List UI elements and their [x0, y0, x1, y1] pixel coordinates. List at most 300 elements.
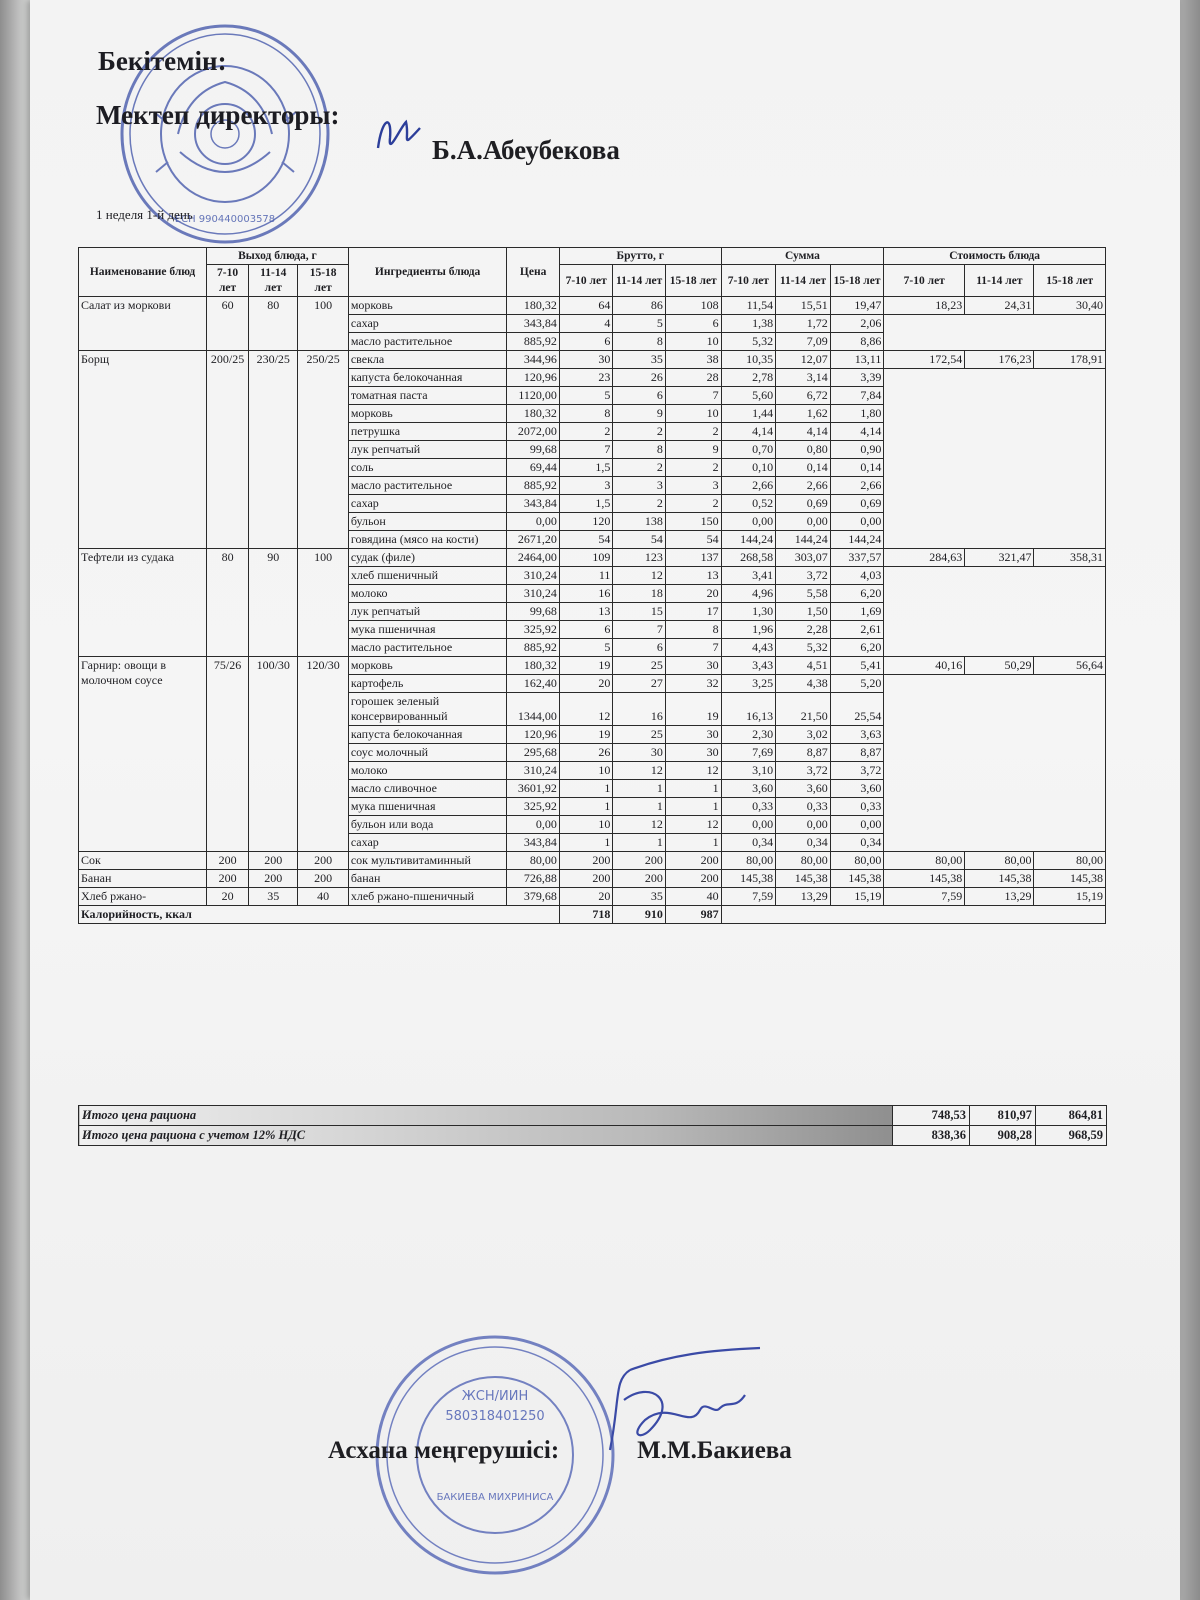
dish-cost-blank — [884, 567, 1106, 657]
cell-sum-7-10: 144,24 — [721, 531, 776, 549]
cell-sum-11-14: 3,60 — [776, 780, 831, 798]
cell-brutto-11-14: 54 — [613, 531, 666, 549]
yield-age-15-18: 15-18 лет — [298, 265, 348, 297]
cell-sum-11-14: 3,72 — [776, 762, 831, 780]
cell-brutto-11-14: 9 — [613, 405, 666, 423]
cell-sum-11-14: 4,38 — [776, 675, 831, 693]
stamp-iin-number: 580318401250 — [445, 1409, 545, 1424]
dish-name: Салат из моркови — [79, 297, 207, 351]
dish-yield: 200 — [249, 852, 298, 870]
cell-sum-7-10: 3,41 — [721, 567, 776, 585]
sum-age-11-14: 11-14 лет — [776, 265, 831, 297]
cell-sum-15-18: 8,87 — [830, 744, 884, 762]
total-value-15-18: 864,81 — [1036, 1106, 1107, 1126]
calories-blank — [721, 906, 1105, 924]
cell-brutto-15-18: 32 — [665, 675, 721, 693]
cell-brutto-15-18: 137 — [665, 549, 721, 567]
col-yield: Выход блюда, г — [207, 248, 349, 265]
cell-brutto-11-14: 26 — [613, 369, 666, 387]
cell-brutto-15-18: 40 — [665, 888, 721, 906]
cell-brutto-15-18: 200 — [665, 870, 721, 888]
dish-name: Банан — [79, 870, 207, 888]
cell-sum-15-18: 7,84 — [830, 387, 884, 405]
cell-sum-11-14: 5,32 — [776, 639, 831, 657]
cell-ingredient: капуста белокочанная — [348, 726, 507, 744]
brutto-age-11-14: 11-14 лет — [613, 265, 666, 297]
cell-sum-7-10: 5,32 — [721, 333, 776, 351]
cell-sum-11-14: 4,51 — [776, 657, 831, 675]
cell-sum-11-14: 15,51 — [776, 297, 831, 315]
cost-age-15-18: 15-18 лет — [1034, 265, 1106, 297]
total-row — [79, 1106, 1107, 1126]
cell-price: 1120,00 — [507, 387, 560, 405]
cell-brutto-7-10: 13 — [559, 603, 613, 621]
cell-brutto-11-14: 6 — [613, 639, 666, 657]
director-title: Мектеп директоры: — [96, 100, 340, 130]
dish-cost: 172,54 — [884, 351, 965, 369]
cell-sum-7-10: 2,66 — [721, 477, 776, 495]
cell-brutto-7-10: 10 — [559, 816, 613, 834]
cell-brutto-7-10: 23 — [559, 369, 613, 387]
cell-price: 310,24 — [507, 567, 560, 585]
brutto-age-15-18: 15-18 лет — [665, 265, 721, 297]
cell-sum-11-14: 2,66 — [776, 477, 831, 495]
cell-brutto-7-10: 19 — [559, 657, 613, 675]
total-vat-label: Итого цена рациона с учетом 12% НДС — [79, 1126, 893, 1146]
cell-sum-11-14: 80,00 — [776, 852, 831, 870]
calories-row — [79, 906, 1106, 924]
cell-sum-15-18: 2,66 — [830, 477, 884, 495]
cell-brutto-15-18: 150 — [665, 513, 721, 531]
cell-brutto-11-14: 200 — [613, 870, 666, 888]
cell-ingredient: сок мультивитаминный — [348, 852, 507, 870]
cell-brutto-11-14: 1 — [613, 798, 666, 816]
calories-value: 910 — [613, 906, 666, 924]
dish-yield: 200 — [207, 852, 249, 870]
cell-sum-11-14: 3,72 — [776, 567, 831, 585]
cell-sum-11-14: 0,34 — [776, 834, 831, 852]
dish-cost: 40,16 — [884, 657, 965, 675]
cell-brutto-7-10: 20 — [559, 888, 613, 906]
menu-table — [78, 247, 1106, 924]
cell-ingredient: масло растительное — [348, 333, 507, 351]
cell-brutto-15-18: 2 — [665, 495, 721, 513]
dish-cost: 56,64 — [1034, 657, 1106, 675]
cell-sum-15-18: 1,80 — [830, 405, 884, 423]
cell-price: 120,96 — [507, 726, 560, 744]
chef-name: М.М.Бакиева — [637, 1437, 792, 1464]
cell-sum-11-14: 1,72 — [776, 315, 831, 333]
col-price: Цена — [507, 248, 560, 297]
cell-ingredient: бульон — [348, 513, 507, 531]
brutto-age-7-10: 7-10 лет — [559, 265, 613, 297]
cell-sum-15-18: 13,11 — [830, 351, 884, 369]
cell-price: 885,92 — [507, 639, 560, 657]
cell-brutto-15-18: 6 — [665, 315, 721, 333]
cell-ingredient: мука пшеничная — [348, 798, 507, 816]
ingredient-row — [79, 852, 1106, 870]
cell-brutto-7-10: 26 — [559, 744, 613, 762]
cell-sum-11-14: 12,07 — [776, 351, 831, 369]
cell-sum-15-18: 6,20 — [830, 639, 884, 657]
cell-sum-15-18: 3,39 — [830, 369, 884, 387]
cell-sum-15-18: 4,03 — [830, 567, 884, 585]
cell-ingredient: молоко — [348, 585, 507, 603]
dish-name: Гарнир: овощи в молочном соусе — [79, 657, 207, 852]
cell-brutto-15-18: 3 — [665, 477, 721, 495]
cell-brutto-11-14: 6 — [613, 387, 666, 405]
cell-ingredient: банан — [348, 870, 507, 888]
cell-brutto-7-10: 2 — [559, 423, 613, 441]
col-brutto: Брутто, г — [559, 248, 721, 265]
ingredient-row — [79, 549, 1106, 567]
cell-sum-7-10: 145,38 — [721, 870, 776, 888]
dish-cost: 80,00 — [965, 852, 1034, 870]
cell-price: 180,32 — [507, 297, 560, 315]
cell-sum-7-10: 4,43 — [721, 639, 776, 657]
cell-brutto-15-18: 8 — [665, 621, 721, 639]
cell-sum-15-18: 15,19 — [830, 888, 884, 906]
cell-sum-15-18: 0,69 — [830, 495, 884, 513]
dish-yield: 230/25 — [249, 351, 298, 549]
cell-brutto-11-14: 18 — [613, 585, 666, 603]
cell-sum-11-14: 144,24 — [776, 531, 831, 549]
dish-yield: 100 — [298, 297, 348, 351]
cell-brutto-7-10: 1 — [559, 834, 613, 852]
chef-title: Асхана меңгерушісі: — [328, 1437, 560, 1464]
cell-sum-15-18: 145,38 — [830, 870, 884, 888]
dish-cost: 15,19 — [1034, 888, 1106, 906]
dish-cost: 145,38 — [965, 870, 1034, 888]
total-vat-row — [79, 1126, 1107, 1146]
dish-cost: 321,47 — [965, 549, 1034, 567]
dish-yield: 200/25 — [207, 351, 249, 549]
total-vat-value-11-14: 908,28 — [970, 1126, 1036, 1146]
dish-yield: 200 — [249, 870, 298, 888]
cell-sum-7-10: 1,96 — [721, 621, 776, 639]
total-label: Итого цена рациона — [79, 1106, 893, 1126]
cell-brutto-15-18: 30 — [665, 744, 721, 762]
cell-sum-7-10: 3,43 — [721, 657, 776, 675]
cell-sum-7-10: 0,52 — [721, 495, 776, 513]
cell-sum-11-14: 0,00 — [776, 816, 831, 834]
cell-sum-7-10: 0,00 — [721, 816, 776, 834]
cell-price: 344,96 — [507, 351, 560, 369]
cell-brutto-7-10: 6 — [559, 621, 613, 639]
cell-sum-7-10: 7,59 — [721, 888, 776, 906]
dish-yield: 100/30 — [249, 657, 298, 852]
cell-brutto-11-14: 16 — [613, 693, 666, 726]
cell-price: 343,84 — [507, 834, 560, 852]
cell-sum-11-14: 0,69 — [776, 495, 831, 513]
cell-brutto-11-14: 1 — [613, 780, 666, 798]
cell-brutto-11-14: 138 — [613, 513, 666, 531]
cell-brutto-11-14: 1 — [613, 834, 666, 852]
dish-yield: 80 — [249, 297, 298, 351]
cell-price: 69,44 — [507, 459, 560, 477]
cell-sum-7-10: 5,60 — [721, 387, 776, 405]
cell-brutto-7-10: 1,5 — [559, 495, 613, 513]
cell-sum-7-10: 268,58 — [721, 549, 776, 567]
cell-sum-11-14: 7,09 — [776, 333, 831, 351]
cell-ingredient: сахар — [348, 315, 507, 333]
cell-sum-7-10: 3,10 — [721, 762, 776, 780]
cell-ingredient: масло сливочное — [348, 780, 507, 798]
cell-brutto-15-18: 2 — [665, 459, 721, 477]
cell-brutto-7-10: 5 — [559, 639, 613, 657]
cell-brutto-7-10: 12 — [559, 693, 613, 726]
cell-ingredient: капуста белокочанная — [348, 369, 507, 387]
cell-sum-7-10: 3,60 — [721, 780, 776, 798]
cost-age-11-14: 11-14 лет — [965, 265, 1034, 297]
cell-sum-11-14: 0,33 — [776, 798, 831, 816]
cell-price: 99,68 — [507, 603, 560, 621]
cell-sum-11-14: 6,72 — [776, 387, 831, 405]
cell-brutto-7-10: 19 — [559, 726, 613, 744]
cell-brutto-7-10: 3 — [559, 477, 613, 495]
dish-cost: 178,91 — [1034, 351, 1106, 369]
cell-brutto-11-14: 5 — [613, 315, 666, 333]
cell-brutto-11-14: 12 — [613, 762, 666, 780]
cell-ingredient: морковь — [348, 297, 507, 315]
cell-sum-11-14: 0,14 — [776, 459, 831, 477]
cell-brutto-15-18: 38 — [665, 351, 721, 369]
cell-sum-15-18: 4,14 — [830, 423, 884, 441]
stamp-holder-name: БАКИЕВА МИХРИНИСА — [436, 1492, 554, 1503]
yield-age-11-14: 11-14 лет — [249, 265, 298, 297]
cell-sum-11-14: 13,29 — [776, 888, 831, 906]
cell-brutto-15-18: 1 — [665, 834, 721, 852]
dish-cost-blank — [884, 315, 1106, 351]
cell-brutto-7-10: 5 — [559, 387, 613, 405]
cell-brutto-7-10: 120 — [559, 513, 613, 531]
cell-price: 2072,00 — [507, 423, 560, 441]
dish-yield: 200 — [298, 852, 348, 870]
ingredient-row — [79, 297, 1106, 315]
sum-age-15-18: 15-18 лет — [830, 265, 884, 297]
cell-brutto-7-10: 6 — [559, 333, 613, 351]
cell-sum-15-18: 19,47 — [830, 297, 884, 315]
cell-sum-15-18: 0,00 — [830, 513, 884, 531]
total-vat-value-15-18: 968,59 — [1036, 1126, 1107, 1146]
cell-brutto-15-18: 10 — [665, 405, 721, 423]
cell-brutto-7-10: 4 — [559, 315, 613, 333]
dish-name: Тефтели из судака — [79, 549, 207, 657]
cell-price: 0,00 — [507, 513, 560, 531]
cell-brutto-15-18: 10 — [665, 333, 721, 351]
cell-ingredient: лук репчатый — [348, 603, 507, 621]
dish-cost: 7,59 — [884, 888, 965, 906]
cell-price: 310,24 — [507, 585, 560, 603]
cell-brutto-7-10: 16 — [559, 585, 613, 603]
director-name: Б.А.Абеубекова — [432, 135, 620, 165]
cell-brutto-11-14: 12 — [613, 816, 666, 834]
cell-ingredient: морковь — [348, 405, 507, 423]
cell-sum-15-18: 1,69 — [830, 603, 884, 621]
cell-ingredient: томатная паста — [348, 387, 507, 405]
cell-sum-15-18: 337,57 — [830, 549, 884, 567]
cell-sum-11-14: 8,87 — [776, 744, 831, 762]
cell-sum-11-14: 4,14 — [776, 423, 831, 441]
cell-sum-7-10: 4,96 — [721, 585, 776, 603]
col-cost: Стоимость блюда — [884, 248, 1106, 265]
cell-sum-15-18: 2,61 — [830, 621, 884, 639]
dish-cost: 145,38 — [1034, 870, 1106, 888]
cell-brutto-15-18: 200 — [665, 852, 721, 870]
cell-sum-15-18: 8,86 — [830, 333, 884, 351]
calories-label: Калорийность, ккал — [79, 906, 560, 924]
cell-sum-11-14: 145,38 — [776, 870, 831, 888]
cell-brutto-7-10: 200 — [559, 870, 613, 888]
cell-price: 80,00 — [507, 852, 560, 870]
dish-yield: 200 — [298, 870, 348, 888]
cell-brutto-15-18: 7 — [665, 387, 721, 405]
cell-brutto-11-14: 30 — [613, 744, 666, 762]
cell-brutto-15-18: 7 — [665, 639, 721, 657]
approve-label: Бекітемін: — [98, 46, 227, 76]
calories-value: 718 — [559, 906, 613, 924]
cell-brutto-7-10: 1 — [559, 780, 613, 798]
cell-ingredient: говядина (мясо на кости) — [348, 531, 507, 549]
cell-sum-11-14: 0,00 — [776, 513, 831, 531]
cell-brutto-15-18: 20 — [665, 585, 721, 603]
cell-price: 2671,20 — [507, 531, 560, 549]
cell-ingredient: хлеб ржано-пшеничный — [348, 888, 507, 906]
cell-brutto-11-14: 2 — [613, 423, 666, 441]
dish-cost: 145,38 — [884, 870, 965, 888]
cell-brutto-7-10: 64 — [559, 297, 613, 315]
dish-yield: 60 — [207, 297, 249, 351]
cell-brutto-15-18: 19 — [665, 693, 721, 726]
cell-price: 343,84 — [507, 495, 560, 513]
cell-sum-15-18: 2,06 — [830, 315, 884, 333]
cell-ingredient: картофель — [348, 675, 507, 693]
cell-ingredient: масло растительное — [348, 477, 507, 495]
cell-sum-15-18: 25,54 — [830, 693, 884, 726]
cell-sum-15-18: 144,24 — [830, 531, 884, 549]
cell-brutto-15-18: 108 — [665, 297, 721, 315]
col-ingredients: Ингредиенты блюда — [348, 248, 507, 297]
ingredient-row — [79, 888, 1106, 906]
ingredient-row — [79, 351, 1106, 369]
cost-age-7-10: 7-10 лет — [884, 265, 965, 297]
week-day-label: 1 неделя 1-й день — [96, 207, 193, 222]
yield-age-7-10: 7-10 лет — [207, 265, 249, 297]
stamp-iin-label: ЖСН/ИИН — [461, 1389, 529, 1404]
cell-sum-7-10: 11,54 — [721, 297, 776, 315]
cell-price: 3601,92 — [507, 780, 560, 798]
dish-yield: 100 — [298, 549, 348, 657]
cell-price: 162,40 — [507, 675, 560, 693]
cell-ingredient: сахар — [348, 834, 507, 852]
dish-yield: 200 — [207, 870, 249, 888]
cell-sum-7-10: 0,33 — [721, 798, 776, 816]
cell-ingredient: мука пшеничная — [348, 621, 507, 639]
cell-price: 295,68 — [507, 744, 560, 762]
total-value-7-10: 748,53 — [893, 1106, 970, 1126]
cell-sum-11-14: 303,07 — [776, 549, 831, 567]
cell-sum-7-10: 1,44 — [721, 405, 776, 423]
cell-sum-15-18: 5,41 — [830, 657, 884, 675]
cell-brutto-11-14: 35 — [613, 888, 666, 906]
cell-price: 325,92 — [507, 798, 560, 816]
cell-brutto-11-14: 200 — [613, 852, 666, 870]
cell-sum-11-14: 2,28 — [776, 621, 831, 639]
cell-sum-11-14: 3,02 — [776, 726, 831, 744]
dish-yield: 75/26 — [207, 657, 249, 852]
col-dish-name: Наименование блюд — [79, 248, 207, 297]
cell-brutto-11-14: 8 — [613, 441, 666, 459]
cell-brutto-11-14: 2 — [613, 459, 666, 477]
dish-name: Сок — [79, 852, 207, 870]
cell-brutto-7-10: 10 — [559, 762, 613, 780]
cell-ingredient: сахар — [348, 495, 507, 513]
cell-brutto-15-18: 17 — [665, 603, 721, 621]
dish-cost: 284,63 — [884, 549, 965, 567]
cell-sum-15-18: 0,34 — [830, 834, 884, 852]
cell-brutto-11-14: 35 — [613, 351, 666, 369]
cell-price: 310,24 — [507, 762, 560, 780]
calories-value: 987 — [665, 906, 721, 924]
cell-sum-7-10: 0,34 — [721, 834, 776, 852]
cell-sum-7-10: 2,78 — [721, 369, 776, 387]
cell-price: 120,96 — [507, 369, 560, 387]
cell-ingredient: морковь — [348, 657, 507, 675]
cell-brutto-15-18: 9 — [665, 441, 721, 459]
cell-brutto-15-18: 12 — [665, 762, 721, 780]
cell-sum-7-10: 3,25 — [721, 675, 776, 693]
dish-yield: 80 — [207, 549, 249, 657]
cell-price: 1344,00 — [507, 693, 560, 726]
cell-price: 379,68 — [507, 888, 560, 906]
cell-sum-11-14: 0,80 — [776, 441, 831, 459]
sum-age-7-10: 7-10 лет — [721, 265, 776, 297]
cell-sum-11-14: 3,14 — [776, 369, 831, 387]
cell-brutto-11-14: 25 — [613, 726, 666, 744]
cell-brutto-11-14: 15 — [613, 603, 666, 621]
total-vat-value-7-10: 838,36 — [893, 1126, 970, 1146]
cell-brutto-11-14: 25 — [613, 657, 666, 675]
cell-brutto-7-10: 109 — [559, 549, 613, 567]
cell-brutto-15-18: 2 — [665, 423, 721, 441]
cell-sum-7-10: 7,69 — [721, 744, 776, 762]
cell-brutto-11-14: 3 — [613, 477, 666, 495]
cell-price: 99,68 — [507, 441, 560, 459]
dish-cost: 18,23 — [884, 297, 965, 315]
dish-cost: 30,40 — [1034, 297, 1106, 315]
cell-sum-15-18: 80,00 — [830, 852, 884, 870]
cell-brutto-15-18: 30 — [665, 657, 721, 675]
dish-name: Хлеб ржано- — [79, 888, 207, 906]
cell-sum-11-14: 1,62 — [776, 405, 831, 423]
cell-brutto-7-10: 8 — [559, 405, 613, 423]
cell-ingredient: молоко — [348, 762, 507, 780]
cell-sum-7-10: 1,38 — [721, 315, 776, 333]
cell-ingredient: хлеб пшеничный — [348, 567, 507, 585]
cell-sum-11-14: 5,58 — [776, 585, 831, 603]
cell-sum-7-10: 16,13 — [721, 693, 776, 726]
cell-brutto-15-18: 28 — [665, 369, 721, 387]
dish-yield: 90 — [249, 549, 298, 657]
dish-yield: 250/25 — [298, 351, 348, 549]
cell-sum-15-18: 3,63 — [830, 726, 884, 744]
ingredient-row — [79, 870, 1106, 888]
cell-brutto-15-18: 13 — [665, 567, 721, 585]
cell-sum-15-18: 0,14 — [830, 459, 884, 477]
cell-sum-15-18: 0,00 — [830, 816, 884, 834]
cell-sum-15-18: 3,60 — [830, 780, 884, 798]
dish-cost: 358,31 — [1034, 549, 1106, 567]
